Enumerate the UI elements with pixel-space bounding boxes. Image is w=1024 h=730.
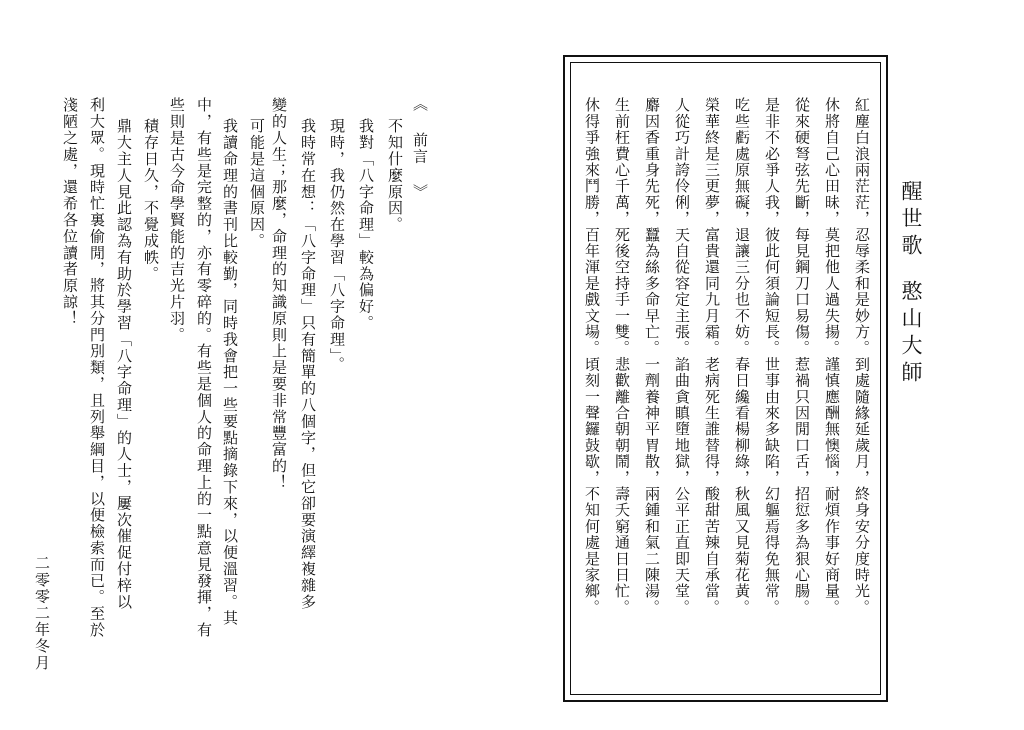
preface-line: 可能是這個原因。	[248, 118, 266, 250]
preface-line: 我時常在想：「八字命理」只有簡單的八個字，但它卻要演繹複雜多	[299, 118, 317, 610]
poem-line: 休將自己心田昧，莫把他人過失揚。謹慎應酬無懊惱，耐煩作事好商量。	[823, 97, 841, 616]
preface-line: 中，有些是完整的，亦有零碎的。有些是個人的命理上的一點意見發揮，有	[195, 97, 213, 639]
poem-line: 榮華終是三更夢，富貴還同九月霜。老病死生誰替得，酸甜苦辣自承當。	[703, 97, 721, 616]
poem-title: 醒世歌	[899, 180, 923, 261]
poem-line: 紅塵白浪兩茫茫，忍辱柔和是妙方。到處隨緣延歲月，終身安分度時光。	[853, 97, 871, 616]
poem-line: 從來硬弩弦先斷，每見鋼刀口易傷。惹禍只因閒口舌，招愆多為狠心腸。	[793, 97, 811, 616]
preface-line: 不知什麼原因。	[386, 118, 404, 233]
preface-line: 積存日久，不覺成帙。	[142, 118, 160, 282]
preface-line: 淺陋之處，還希各位讀者原諒！	[61, 97, 79, 327]
preface-line: 我對「八字命理」較為偏好。	[357, 118, 375, 332]
poem-author: 憨山大師	[899, 280, 923, 388]
poem-line: 生前枉費心千萬，死後空持手一雙。悲歡離合朝朝鬧，壽夭窮通日日忙。	[613, 97, 631, 616]
poem-line: 是非不必爭人我，彼此何須論短長。世事由來多缺陷，幻軀焉得免無常。	[763, 97, 781, 616]
poem-line: 吃些虧處原無礙，退讓三分也不妨。春日纔看楊柳綠，秋風又見菊花黃。	[733, 97, 751, 616]
preface-line: 利大眾。現時忙裏偷閒，將其分門別類，且列舉綱目，以便檢索而已。至於	[88, 97, 106, 639]
poem-line: 休得爭強來鬥勝，百年渾是戲文場。頃刻一聲鑼鼓歇，不知何處是家鄉。	[583, 97, 601, 616]
preface-line: 些則是古今命學賢能的吉光片羽。	[168, 97, 186, 343]
preface-line: 變的人生；那麼，命理的知識原則上是要非常豐富的！	[270, 97, 288, 491]
poem-line: 人從巧計誇伶俐，天自從容定主張。諂曲貪瞋墮地獄，公平正直即天堂。	[673, 97, 691, 616]
preface-line: 我讀命理的書刊比較勤，同時我會把一些要點摘錄下來，以便溫習。其	[221, 118, 239, 627]
preface-line: 鼎大主人見此認為有助於學習「八字命理」的人士，屢次催促付梓以	[115, 118, 133, 610]
preface-line: 現時，我仍然在學習「八字命理」。	[328, 118, 346, 373]
poem-line: 麝因香重身先死，蠶為絲多命早亡。一劑養神平胃散，兩鍾和氣二陳湯。	[643, 97, 661, 616]
preface-signature: 二零零二年冬月	[33, 555, 51, 672]
preface-title: 《 前言 》	[411, 96, 429, 201]
